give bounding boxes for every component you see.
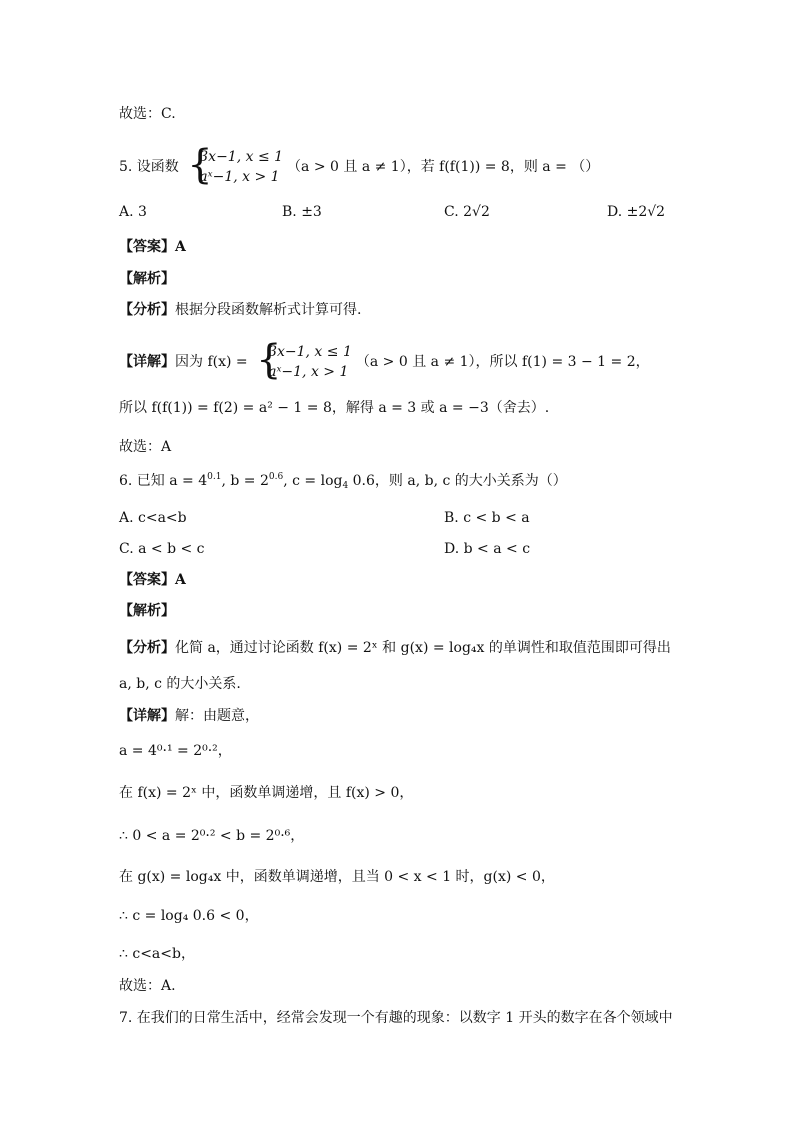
piece-a-2: 3x−1, x ≤ 1: [268, 344, 352, 360]
answer-label-2: 【答案】: [119, 572, 175, 588]
q6-option-c: C. a < b < c: [119, 541, 205, 557]
piece-b-2: aˣ−1, x > 1: [268, 364, 349, 380]
answer-value-2: A: [175, 572, 186, 588]
fenxi-line: [119, 300, 361, 320]
xiangjie-line-2: [119, 706, 259, 726]
fenxi-label: 【分析】: [119, 302, 175, 318]
fenxi-text: 根据分段函数解析式计算可得.: [175, 302, 362, 318]
piecewise-function: [187, 142, 284, 188]
question-5-prefix: 5. 设函数: [119, 159, 184, 175]
piecewise-function-2: [256, 337, 352, 383]
q6-mid2: , c = log: [283, 473, 343, 489]
xiangjie-label: 【详解】: [119, 354, 175, 370]
step-1: a = 4⁰·¹ = 2⁰·²，: [119, 743, 232, 759]
xiangjie-suffix: （a > 0 且 a ≠ 1），所以 f(1) = 3 − 1 = 2，: [355, 354, 650, 370]
q6-mid1: , b = 2: [221, 473, 269, 489]
question-7: 7. 在我们的日常生活中，经常会发现一个有趣的现象：以数字 1 开头的数字在各个领域中: [119, 1010, 673, 1026]
answer-label: 【答案】: [119, 239, 175, 255]
q6-suffix: 0.6，则 a, b, c 的大小关系为（）: [348, 473, 567, 489]
answer-choice-line: 故选：C.: [119, 106, 176, 122]
brace-glyph: {: [187, 142, 213, 188]
fenxi-line-2: [119, 638, 671, 658]
xiangjie-label-2: 【详解】: [119, 708, 175, 724]
choose-a-line: 故选：A: [119, 439, 172, 455]
q5-option-d: D. ±2√2: [607, 204, 666, 220]
q6-exp2: 0.6: [268, 472, 284, 482]
q5-option-a: A. 3: [119, 204, 147, 220]
answer-line-2: [119, 570, 186, 590]
analysis-label: 【解析】: [119, 271, 175, 287]
q6-prefix: 6. 已知 a = 4: [119, 473, 208, 489]
piece-b: aˣ−1, x > 1: [199, 169, 280, 185]
fenxi-label-2: 【分析】: [119, 640, 175, 656]
analysis-label-2: 【解析】: [119, 603, 175, 619]
q5-option-b: B. ±3: [282, 204, 322, 220]
q6-option-a: A. c<a<b: [119, 510, 187, 526]
q6-exp1: 0.1: [207, 472, 222, 482]
question-5: [119, 142, 600, 188]
fenxi-text-2: 化简 a，通过讨论函数 f(x) = 2ˣ 和 g(x) = log₄x 的单调性和取值范围即可得出: [175, 640, 671, 656]
question-6: [119, 471, 567, 491]
q6-base: 4: [342, 481, 349, 491]
step-3: ∴ 0 < a = 2⁰·² < b = 2⁰·⁶，: [119, 828, 305, 844]
q5-option-c: C. 2√2: [444, 204, 490, 220]
q6-option-d: D. b < a < c: [444, 541, 531, 557]
xiangjie-text-2: 解：由题意，: [175, 708, 259, 724]
fenxi-continued: a, b, c 的大小关系.: [119, 676, 241, 692]
xiangjie-line: [119, 337, 650, 383]
step-7: 故选：A.: [119, 978, 176, 994]
step-5: ∴ c = log₄ 0.6 < 0，: [119, 908, 259, 924]
answer-line: [119, 237, 186, 257]
step-6: ∴ c<a<b，: [119, 946, 195, 962]
q6-option-b: B. c < b < a: [444, 510, 530, 526]
solution-line: 所以 f(f(1)) = f(2) = a² − 1 = 8，解得 a = 3 或 a = −3（舍去）.: [119, 400, 550, 416]
step-4: 在 g(x) = log₄x 中，函数单调递增，且当 0 < x < 1 时，g(x) < 0，: [119, 869, 555, 885]
question-5-suffix: （a > 0 且 a ≠ 1），若 f(f(1)) = 8，则 a = （）: [287, 159, 600, 175]
brace-glyph: {: [256, 337, 282, 383]
step-2: 在 f(x) = 2ˣ 中，函数单调递增，且 f(x) > 0，: [119, 785, 414, 801]
piece-a: 3x−1, x ≤ 1: [199, 149, 284, 165]
answer-value: A: [175, 239, 186, 255]
xiangjie-prefix: 因为 f(x) =: [175, 354, 253, 370]
